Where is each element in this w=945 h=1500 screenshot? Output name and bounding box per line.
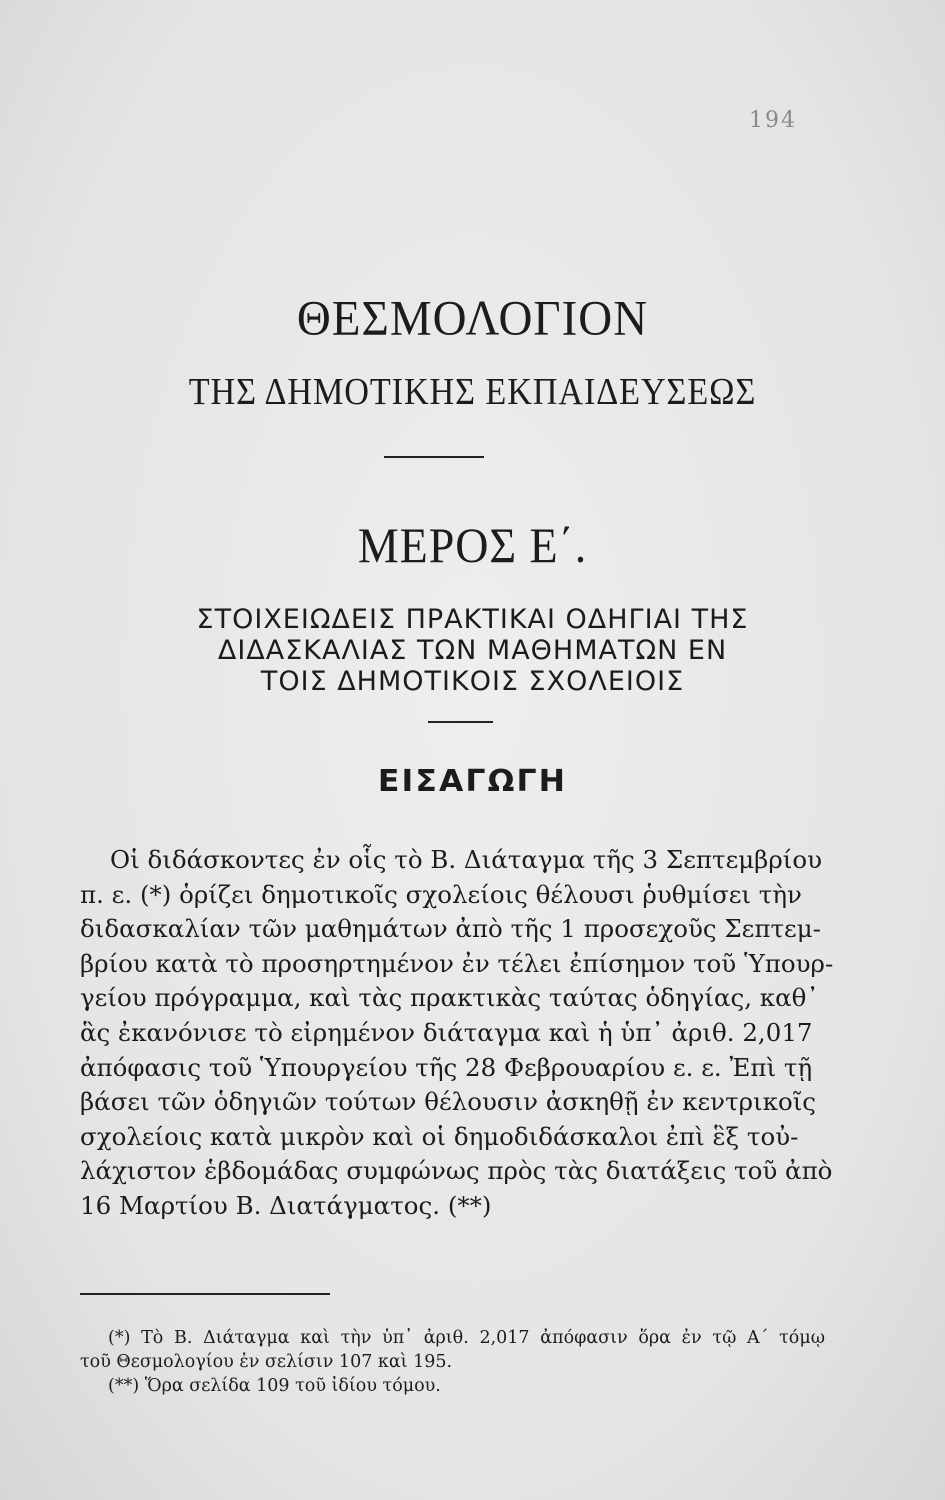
body-line: ἀπόφασις τοῦ Ὑπουργείου τῆς 28 Φεβρουαρίου ε. ε. Ἐπὶ τῇ [80,1052,813,1082]
body-line: διδασκαλίαν τῶν μαθημάτων ἀπὸ τῆς 1 προσεχοῦς Σεπτεμ- [80,914,821,944]
page-number: 194 [749,108,797,133]
footnote-2: (**) Ὅρα σελίδα 109 τοῦ ἰδίου τόμου. [108,1376,441,1396]
body-line: ἃς ἐκανόνισε τὸ εἰρημένον διάταγμα καὶ ἡ ὑπ᾽ ἀριθ. 2,017 [80,1017,813,1047]
part-subtitle-line: ΣΤΟΙΧΕΙΩΔΕΙΣ ΠΡΑΚΤΙΚΑΙ ΟΔΗΓΙΑΙ ΤΗΣ [196,604,749,635]
footnotes [80,1326,825,1398]
body-line: 16 Μαρτίου Β. Διατάγματος. (**) [80,1190,492,1220]
body-line: γείου πρόγραμμα, καὶ τὰς πρακτικὰς ταύτας ὁδηγίας, καθ᾽ [80,983,819,1013]
footnote-rule [80,1293,330,1295]
part-title: ΜΕΡΟΣ Ε΄. [357,517,588,573]
footnote-1-continued: τοῦ Θεσμολογίου ἐν σελίσιν 107 καὶ 195. [80,1352,453,1372]
body-line: Οἱ διδάσκοντες ἐν οἷς τὸ Β. Διάταγμα τῆς 3 Σεπτεμβρίου [110,845,822,874]
body-line: σχολείοις κατὰ μικρὸν καὶ οἱ δημοδιδάσκαλοι ἐπὶ ἓξ τοὐ- [80,1121,799,1151]
body-line: π. ε. (*) ὁρίζει δημοτικοῖς σχολείοις θέλουσι ῥυθμίσει τὴν [80,879,802,909]
part-subtitle-line: ΔΙΔΑΣΚΑΛΙΑΣ ΤΩΝ ΜΑΘΗΜΑΤΩΝ ΕΝ [217,635,728,666]
footnote-1: (*) Τὸ Β. Διάταγμα καὶ τὴν ὑπ᾽ ἀριθ. 2,017 ἀπόφασιν ὅρα ἐν τῷ Α΄ τόμῳ [108,1328,825,1348]
body-line: βρίου κατὰ τὸ προσηρτημένον ἐν τέλει ἐπίσημον τοῦ Ὑπουρ- [80,948,834,978]
part-subtitle-line: ΤΟΙΣ ΔΗΜΟΤΙΚΟΙΣ ΣΧΟΛΕΙΟΙΣ [260,666,685,697]
book-subtitle: ΤΗΣ ΔΗΜΟΤΙΚΗΣ ΕΚΠΑΙΔΕΥΣΕΩΣ [188,371,757,413]
part-subtitle [0,604,945,697]
divider-rule [384,456,484,458]
body-paragraph [80,843,834,1224]
divider-rule [428,721,493,723]
body-line: βάσει τῶν ὁδηγιῶν τούτων θέλουσιν ἀσκηθῇ ἐν κεντρικοῖς [80,1087,817,1117]
section-heading: ΕΙΣΑΓΩΓΗ [377,764,568,799]
body-line: λάχιστον ἑβδομάδας συμφώνως πρὸς τὰς διατάξεις τοῦ ἀπὸ [80,1156,833,1186]
book-title: ΘΕΣΜΟΛΟΓΙΟΝ [296,291,649,347]
